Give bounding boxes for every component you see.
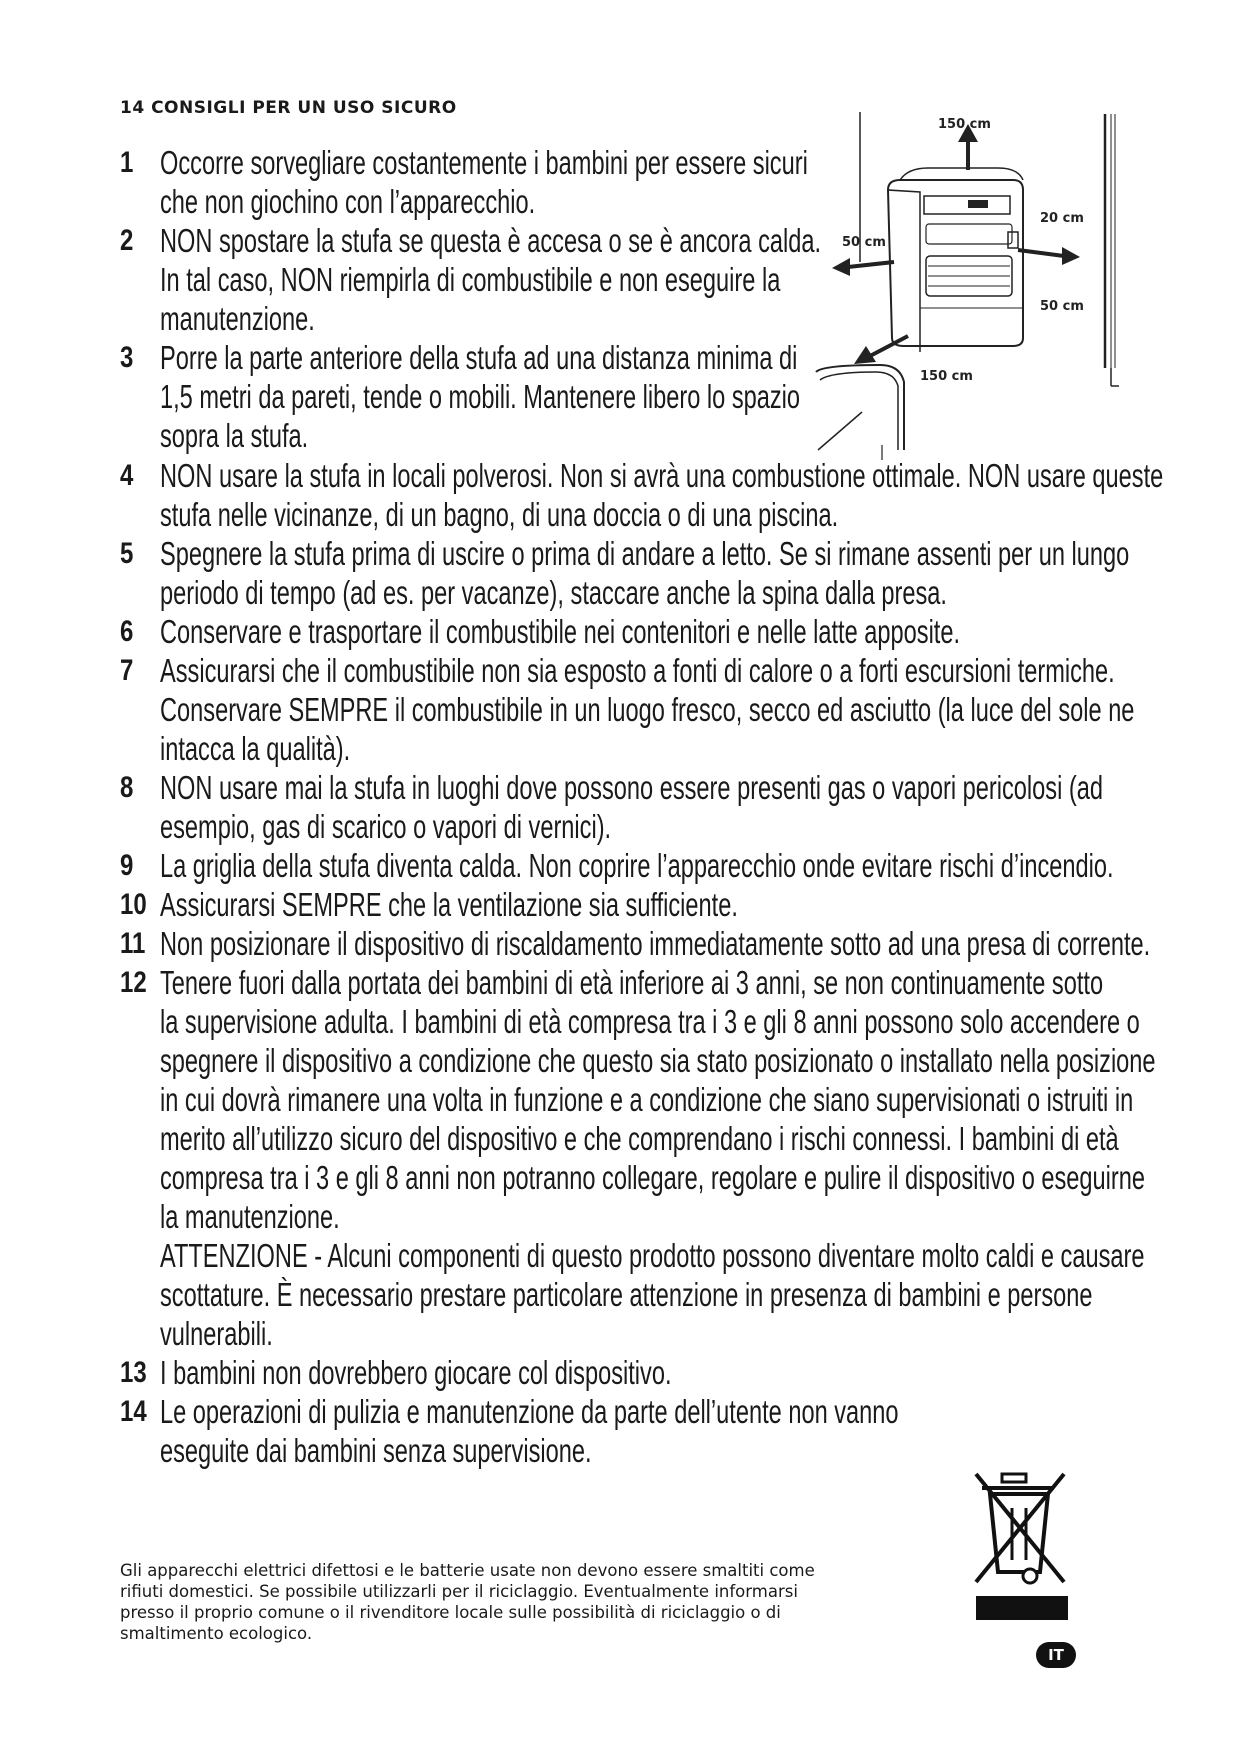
item-line: Spegnere la stufa prima di uscire o prima di andare a letto. Se si rimane assenti per un lungo bbox=[160, 535, 1130, 572]
item-line: stufa nelle vicinanze, di un bagno, di una doccia o di una piscina. bbox=[160, 496, 839, 533]
label-front: 150 cm bbox=[920, 369, 973, 384]
item-line: la manutenzione. bbox=[160, 1198, 340, 1235]
item-line: ATTENZIONE - Alcuni componenti di questo prodotto possono diventare molto caldi e causare bbox=[160, 1237, 1145, 1274]
item-line: la supervisione adulta. I bambini di età compresa tra i 3 e gli 8 anni possono solo accendere o bbox=[160, 1003, 1140, 1040]
item-text bbox=[160, 885, 738, 924]
item-line: Occorre sorvegliare costantemente i bambini per essere sicuri bbox=[160, 144, 808, 181]
item-text bbox=[160, 338, 800, 455]
item-text bbox=[160, 612, 960, 651]
label-left: 50 cm bbox=[842, 235, 886, 250]
item-line: eseguite dai bambini senza supervisione. bbox=[160, 1432, 592, 1469]
item-text bbox=[160, 924, 1150, 963]
item-text bbox=[160, 651, 1134, 768]
item-number: 1 bbox=[120, 146, 134, 179]
label-right-bottom: 50 cm bbox=[1040, 299, 1084, 314]
item-number: 8 bbox=[120, 771, 134, 804]
item-number: 2 bbox=[120, 224, 134, 257]
disposal-line: rifiuti domestici. Se possibile utilizzarli per il riciclaggio. Eventualmente informarsi bbox=[120, 1582, 798, 1601]
item-number: 13 bbox=[120, 1356, 147, 1389]
item-line: manutenzione. bbox=[160, 300, 315, 337]
item-line: Conservare e trasportare il combustibile nei contenitori e nelle latte apposite. bbox=[160, 613, 961, 650]
label-right-top: 20 cm bbox=[1040, 211, 1084, 226]
item-text bbox=[160, 963, 1156, 1353]
weee-crossed-bin-icon bbox=[968, 1464, 1078, 1624]
item-line: sopra la stufa. bbox=[160, 417, 309, 454]
item-line: vulnerabili. bbox=[160, 1315, 273, 1352]
item-text bbox=[160, 143, 808, 221]
item-text bbox=[160, 534, 1129, 612]
item-number: 5 bbox=[120, 537, 134, 570]
item-text bbox=[160, 846, 1114, 885]
item-text bbox=[160, 768, 1103, 846]
item-line: Le operazioni di pulizia e manutenzione da parte dell’utente non vanno bbox=[160, 1393, 899, 1430]
item-number: 11 bbox=[120, 927, 146, 960]
item-line: NON usare la stufa in locali polverosi. Non si avrà una combustione ottimale. NON usare queste bbox=[160, 457, 1164, 494]
item-number: 10 bbox=[120, 888, 147, 921]
disposal-line: Gli apparecchi elettrici difettosi e le batterie usate non devono essere smaltiti come bbox=[120, 1561, 815, 1580]
language-badge: IT bbox=[1036, 1642, 1076, 1668]
item-text bbox=[160, 1392, 899, 1470]
item-text bbox=[160, 221, 821, 338]
item-number: 6 bbox=[120, 615, 134, 648]
item-line: 1,5 metri da pareti, tende o mobili. Mantenere libero lo spazio bbox=[160, 378, 801, 415]
section-title: 14 CONSIGLI PER UN USO SICURO bbox=[120, 98, 457, 118]
item-line: scottature. È necessario prestare particolare attenzione in presenza di bambini e persone bbox=[160, 1276, 1093, 1313]
item-number: 7 bbox=[120, 654, 134, 687]
item-line: I bambini non dovrebbero giocare col dispositivo. bbox=[160, 1354, 672, 1391]
disposal-note bbox=[120, 1560, 920, 1644]
item-number: 14 bbox=[120, 1395, 147, 1428]
item-line: La griglia della stufa diventa calda. Non coprire l’apparecchio onde evitare rischi d’incendio. bbox=[160, 847, 1114, 884]
item-number: 4 bbox=[120, 459, 134, 492]
item-line: che non giochino con l’apparecchio. bbox=[160, 183, 536, 220]
item-line: Porre la parte anteriore della stufa ad una distanza minima di bbox=[160, 339, 798, 376]
label-top: 150 cm bbox=[938, 117, 991, 132]
item-line: Assicurarsi SEMPRE che la ventilazione sia sufficiente. bbox=[160, 886, 738, 923]
item-text bbox=[160, 456, 1163, 534]
item-line: NON spostare la stufa se questa è accesa o se è ancora calda. bbox=[160, 222, 822, 259]
item-line: Non posizionare il dispositivo di riscaldamento immediatamente sotto ad una presa di corrente. bbox=[160, 925, 1151, 962]
item-line: Tenere fuori dalla portata dei bambini di età inferiore ai 3 anni, se non continuamente sotto bbox=[160, 964, 1104, 1001]
item-line: periodo di tempo (ad es. per vacanze), staccare anche la spina dalla presa. bbox=[160, 574, 947, 611]
item-line: intacca la qualità). bbox=[160, 730, 351, 767]
item-number: 3 bbox=[120, 341, 134, 374]
item-line: merito all’utilizzo sicuro del dispositivo e che comprendano i rischi connessi. I bambini di età bbox=[160, 1120, 1119, 1157]
item-line: in cui dovrà rimanere una volta in funzione e a condizione che siano supervisionati o istruiti in bbox=[160, 1081, 1134, 1118]
item-line: Assicurarsi che il combustibile non sia esposto a fonti di calore o a forti escursioni termiche. bbox=[160, 652, 1115, 689]
item-line: Conservare SEMPRE il combustibile in un luogo fresco, secco ed asciutto (la luce del sole ne bbox=[160, 691, 1135, 728]
item-line: compresa tra i 3 e gli 8 anni non potranno collegare, regolare e pulire il dispositivo o eseguirne bbox=[160, 1159, 1146, 1196]
item-line: In tal caso, NON riempirla di combustibile e non eseguire la bbox=[160, 261, 781, 298]
item-line: NON usare mai la stufa in luoghi dove possono essere presenti gas o vapori pericolosi (ad bbox=[160, 769, 1103, 806]
disposal-line: smaltimento ecologico. bbox=[120, 1624, 313, 1643]
disposal-line: presso il proprio comune o il rivenditore locale sulle possibilità di riciclaggio o di bbox=[120, 1603, 781, 1622]
item-line: spegnere il dispositivo a condizione che questo sia stato posizionato o installato nella posizione bbox=[160, 1042, 1156, 1079]
item-line: esempio, gas di scarico o vapori di vernici). bbox=[160, 808, 612, 845]
item-number: 9 bbox=[120, 849, 134, 882]
item-number: 12 bbox=[120, 966, 147, 999]
item-text bbox=[160, 1353, 672, 1392]
